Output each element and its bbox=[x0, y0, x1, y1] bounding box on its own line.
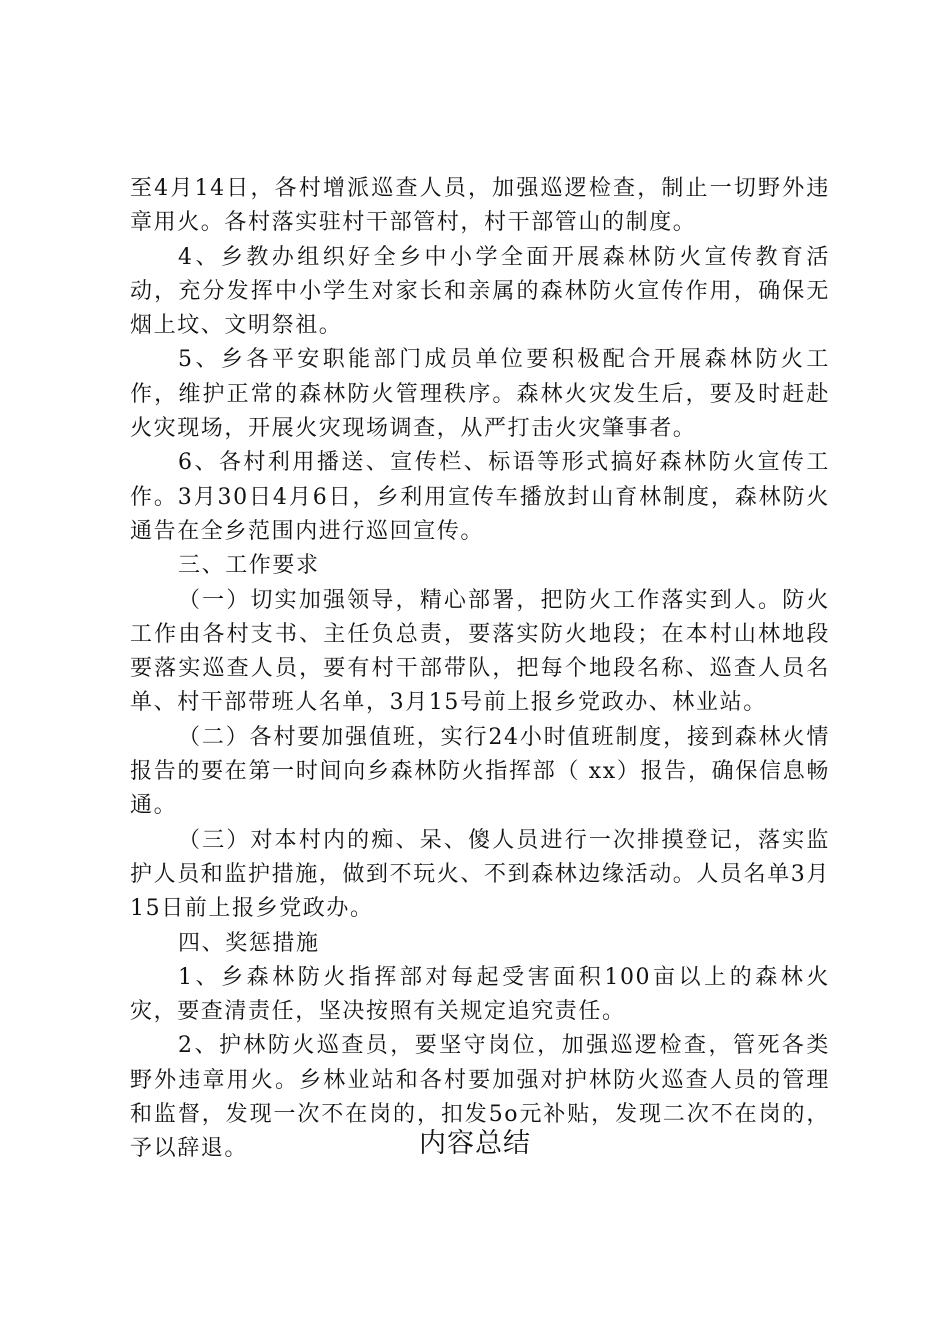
paragraph-requirement-2: （二）各村要加强值班，实行24小时值班制度，接到森林火情报告的要在第一时间向乡森林防火指挥部（ xx）报告，确保信息畅通。 bbox=[130, 724, 830, 819]
paragraph-penalty-2: 2、护林防火巡查员，要坚守岗位，加强巡逻检查，管死各类野外违章用火。乡林业站和各村要加强对护林防火巡查人员的管理和监督，发现一次不在岗的，扣发5o元补贴，发现二次不在岗的，予以辞退。 bbox=[130, 1033, 830, 1162]
paragraph-continuation: 至4月14日，各村增派巡查人员，加强巡逻检查，制止一切野外违章用火。各村落实驻村干部管村，村干部管山的制度。 bbox=[130, 176, 830, 236]
paragraph-penalty-1: 1、乡森林防火指挥部对每起受害面积100亩以上的森林火灾，要查清责任，坚决按照有关规定追究责任。 bbox=[130, 964, 830, 1025]
summary-title: 内容总结 bbox=[419, 1128, 531, 1159]
paragraph-item-4: 4、乡教办组织好全乡中小学全面开展森林防火宣传教育活动，充分发挥中小学生对家长和亲属的森林防火宣传作用，确保无烟上坟、文明祭祖。 bbox=[130, 244, 830, 339]
paragraph-item-6: 6、各村利用播送、宣传栏、标语等形式搞好森林防火宣传工作。3月30日4月6日，乡利用宣传车播放封山育林制度，森林防火通告在全乡范围内进行巡回宣传。 bbox=[130, 450, 830, 544]
section-heading-work-requirements: 三、工作要求 bbox=[178, 553, 320, 579]
paragraph-requirement-3: （三）对本村内的痴、呆、傻人员进行一次排摸登记，落实监护人员和监护措施，做到不玩火、不到森林边缘活动。人员名单3月15日前上报乡党政办。 bbox=[130, 827, 830, 922]
paragraph-item-5: 5、乡各平安职能部门成员单位要积极配合开展森林防火工作，维护正常的森林防火管理秩序。森林火灾发生后，要及时赶赴火灾现场，开展火灾现场调查，从严打击火灾肇事者。 bbox=[130, 347, 830, 442]
section-heading-rewards-penalties: 四、奖惩措施 bbox=[178, 930, 320, 956]
document-body bbox=[130, 172, 830, 1167]
paragraph-requirement-1: （一）切实加强领导，精心部署，把防火工作落实到人。防火工作由各村支书、主任负总责，要落实防火地段；在本村山林地段要落实巡查人员，要有村干部带队，把每个地段名称、巡查人员名单、村干部带班人名单，3月15号前上报乡党政办、林业站。 bbox=[130, 587, 830, 716]
